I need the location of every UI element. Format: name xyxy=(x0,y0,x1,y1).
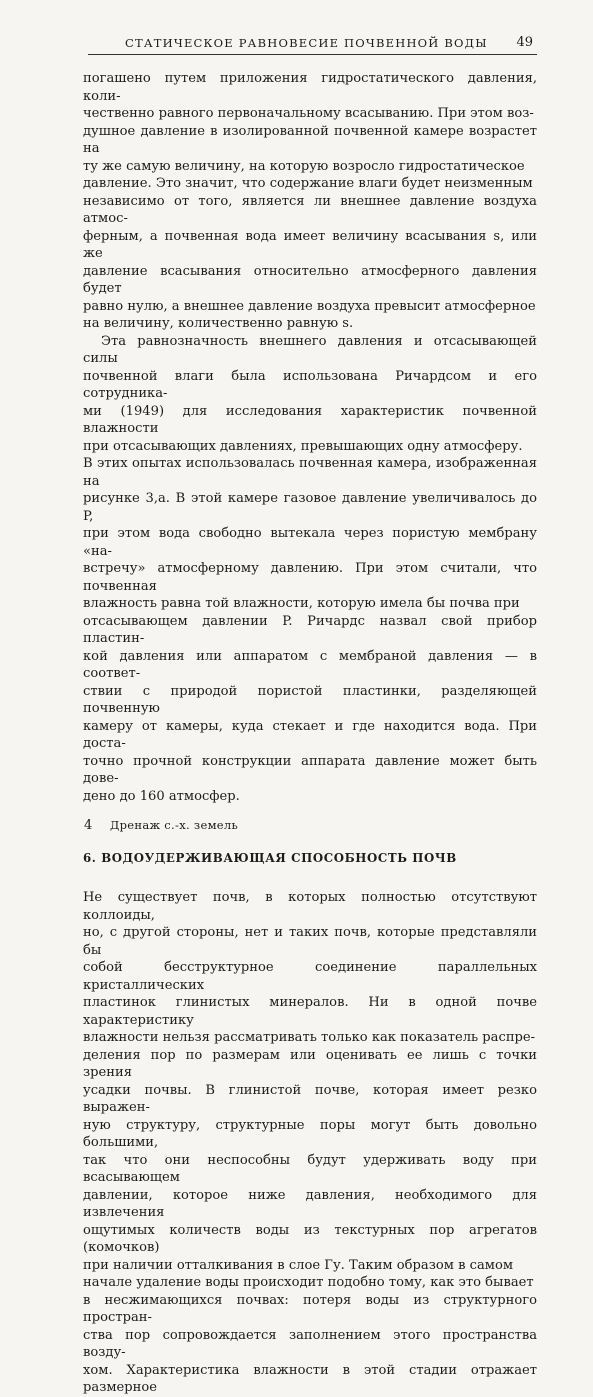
section-paragraph: Не существует почв, в которых полностью отсутствуют коллоиды, но, с другой стороны, нет и таких почв, которые представляли бы собой бесструктурное соединение параллельных кристаллических пластинок глинистых минералов. Ни в одной почве характеристику влажности нельзя рассматривать только как показатель распре- деления пор по размерам или оценивать ее лишь с точки зрения усадки почвы. В глинистой почве, которая имеет резко выражен- ную структуру, структурные поры могут быть довольно большими, так что они неспособны будут удерживать воду при всасывающем давлении, которое ниже давления, необходимого для извлечения ощутимых количеств воды из текстурных пор агрегатов (комочков) при наличии отталкивания в слое Гу. Таким образом в самом начале удаление воды происходит подобно тому, как это бывает в несжимающихся почвах: потеря воды из структурного простран- ства пор сопровождается заполнением этого пространства возду- хом. Характеристика влажности в этой стадии отражает размерное xyxy=(83,890,537,1395)
page-body xyxy=(83,70,537,1397)
page-footer xyxy=(84,818,238,833)
running-title: СТАТИЧЕСКОЕ РАВНОВЕСИЕ ПОЧВЕННОЙ ВОДЫ xyxy=(125,36,488,50)
signature-title: Дренаж с.-х. земель xyxy=(109,818,239,832)
paragraph-continued: погашено путем приложения гидростатического давления, коли- чественно равного первоначальному всасыванию. При этом воз- душное давление в изолированной почвенной камере возрастет на ту же самую величину, на которую возросло гидростатическое давление. Это значит, что содержание влаги будет неизменным независимо от того, является ли внешнее давление воздуха атмос- ферным, а почвенная вода имеет величину всасывания s, или же давление всасывания относительно атмосферного давления будет равно нулю, а внешнее давление воздуха превысит атмосферное на величину, количественно равную s. xyxy=(83,71,537,331)
paragraph-richards: Эта равнозначность внешнего давления и отсасывающей силы почвенной влаги была использована Ричардсом и его сотрудника- ми (1949) для исследования характеристик почвенной влажности при отсасывающих давлениях, превышающих одну атмосферу. В этих опытах использовалась почвенная камера, изображенная на рисунке 3,а. В этой камере газовое давление увеличивалось до P, при этом вода свободно вытекала через пористую мембрану «на- встречу» атмосферному давлению. При этом считали, что почвенная влажность равна той влажности, которую имела бы почва при отсасывающем давлении P. Ричардс назвал свой прибор пластин- кой давления или аппаратом с мембраной давления — в соответ- ствии с природой пористой пластинки, разделяющей почвенную камеру от камеры, куда стекает и где находится вода. При доста- точно прочной конструкции аппарата давление может быть дове- дено до 160 атмосфер. xyxy=(83,333,537,804)
page-number: 49 xyxy=(516,35,533,50)
running-header xyxy=(88,34,537,55)
signature-number: 4 xyxy=(84,818,93,833)
section-heading: 6. ВОДОУДЕРЖИВАЮЩАЯ СПОСОБНОСТЬ ПОЧВ xyxy=(83,851,457,865)
